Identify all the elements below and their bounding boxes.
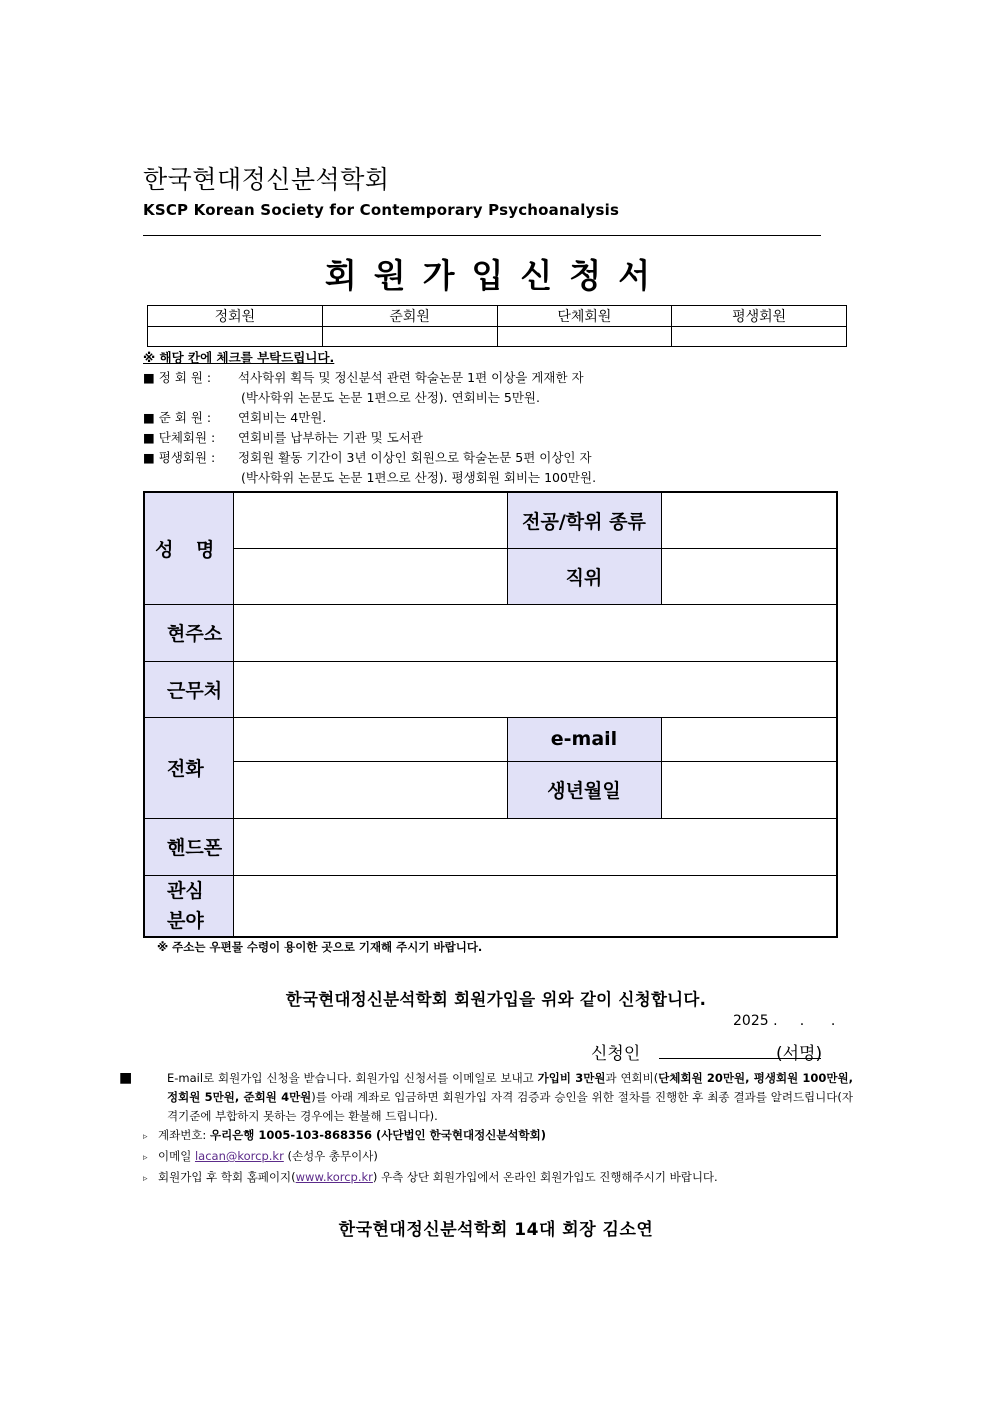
name-label-text: 성 명 <box>155 538 223 561</box>
email-contact-person: (손성우 총무이사) <box>283 1149 378 1163</box>
note-associate <box>143 408 596 428</box>
square-bullet-icon: ■ <box>119 1070 133 1086</box>
org-name: 한국현대정신분석학회 <box>143 165 390 194</box>
check-cell-regular[interactable] <box>148 327 323 347</box>
web-text: 회원가입 후 학회 홈페이지( <box>158 1170 296 1184</box>
info-email <box>143 1147 853 1168</box>
note-text: 연회비는 4만원. <box>238 410 327 425</box>
interest-label-line2: 분야 <box>167 909 204 932</box>
interest-input[interactable] <box>233 875 837 937</box>
note-label: ■ 평생회원 : <box>143 450 216 465</box>
note-label: ■ 준 회 원 : <box>143 410 212 425</box>
name-input-2[interactable] <box>233 548 507 604</box>
web-text: ) 우측 상단 회원가입에서 온라인 회원가입도 진행해주시기 바랍니다. <box>372 1170 718 1184</box>
email-link[interactable]: lacan@korcp.kr <box>194 1149 284 1163</box>
major-label: 전공/학위 종류 <box>507 492 661 548</box>
president-signature: 한국현대정신분석학회 14대 회장 김소연 <box>338 1220 654 1240</box>
mobile-input[interactable] <box>233 818 837 875</box>
member-type-lifetime: 평생회원 <box>672 306 847 327</box>
info-text: 과 연회비( <box>605 1071 659 1085</box>
membership-notes <box>143 348 596 488</box>
address-label: 현주소 <box>144 604 233 661</box>
note-text: 석사학위 획득 및 정신분석 관련 학술논문 1편 이상을 게재한 자 <box>238 370 584 385</box>
member-type-table <box>147 305 847 347</box>
email-input[interactable] <box>661 717 837 761</box>
triangle-bullet-icon: ▹ <box>143 1132 148 1142</box>
note-label: ■ 정 회 원 : <box>143 370 212 385</box>
interest-label <box>144 875 233 937</box>
note-regular-cont: (박사학위 논문도 논문 1편으로 산정). 연회비는 5만원. <box>241 390 540 405</box>
workplace-label: 근무처 <box>144 661 233 717</box>
org-english-name: KSCP Korean Society for Contemporary Psychoanalysis <box>143 201 620 219</box>
application-form-table <box>143 491 838 938</box>
triangle-bullet-icon: ▹ <box>143 1153 148 1163</box>
phone-input-2[interactable] <box>233 761 507 818</box>
website-link[interactable]: www.korcp.kr <box>295 1170 373 1184</box>
address-note: ※ 주소는 우편물 수령이 용이한 곳으로 기재해 주시기 바랍니다. <box>157 940 483 954</box>
note-text: 연회비를 납부하는 기관 및 도서관 <box>238 430 423 445</box>
birth-label: 생년월일 <box>507 761 661 818</box>
info-text: )를 아래 계좌로 입금하면 회원가입 자격 검증과 승인을 위한 절차를 진행한 후 최종 결과를 알려드립니다(자격기준에 부합하지 못하는 경우에는 환불해 드립니다). <box>167 1090 853 1123</box>
phone-input-1[interactable] <box>233 717 507 761</box>
address-input[interactable] <box>233 604 837 661</box>
phone-label: 전화 <box>144 717 233 818</box>
mobile-label: 핸드폰 <box>144 818 233 875</box>
form-title: 회원가입신청서 <box>324 256 668 295</box>
email-contact-label: 이메일 <box>158 1149 195 1163</box>
member-type-associate: 준회원 <box>322 306 497 327</box>
note-text: 정회원 활동 기간이 3년 이상인 회원으로 학술논문 5편 이상인 자 <box>238 450 592 465</box>
position-input[interactable] <box>661 548 837 604</box>
check-cell-associate[interactable] <box>322 327 497 347</box>
note-lifetime <box>143 448 596 468</box>
email-label: e-mail <box>507 717 661 761</box>
major-input[interactable] <box>661 492 837 548</box>
applicant-label: 신청인 <box>591 1044 641 1064</box>
info-website <box>143 1168 853 1189</box>
check-notice: ※ 해당 칸에 체크를 부탁드립니다. <box>143 350 335 365</box>
member-type-regular: 정회원 <box>148 306 323 327</box>
position-label: 직위 <box>507 548 661 604</box>
info-fee: 가입비 3만원 <box>537 1071 606 1085</box>
application-info <box>119 1069 853 1189</box>
info-text: E-mail로 회원가입 신청을 받습니다. 회원가입 신청서를 이메일로 보내고 <box>167 1071 538 1085</box>
account-value: 우리은행 1005-103-868356 (사단법인 한국현대정신분석학회) <box>209 1128 547 1142</box>
note-group <box>143 428 596 448</box>
check-cell-group[interactable] <box>497 327 672 347</box>
header-divider <box>143 235 821 236</box>
note-regular <box>143 368 596 388</box>
member-type-group: 단체회원 <box>497 306 672 327</box>
triangle-bullet-icon: ▹ <box>143 1174 148 1184</box>
check-cell-lifetime[interactable] <box>672 327 847 347</box>
workplace-input[interactable] <box>233 661 837 717</box>
signature-label: (서명) <box>776 1044 823 1064</box>
info-account <box>143 1126 853 1147</box>
note-lifetime-cont: (박사학위 논문도 논문 1편으로 산정). 평생회원 회비는 100만원. <box>241 470 597 485</box>
name-label <box>144 492 233 604</box>
birth-input[interactable] <box>661 761 837 818</box>
name-input-1[interactable] <box>233 492 507 548</box>
info-annual-fees: 단체회원 20만원, 평생회원 100만원, 정회원 5만원, 준회원 4만원 <box>167 1071 853 1104</box>
interest-label-line1: 관심 <box>167 879 204 902</box>
account-label: 계좌번호: <box>158 1128 210 1142</box>
application-date: 2025 . . . <box>733 1013 836 1029</box>
info-email-application <box>119 1069 853 1126</box>
note-label: ■ 단체회원 : <box>143 430 216 445</box>
apply-statement: 한국현대정신분석학회 회원가입을 위와 같이 신청합니다. <box>285 990 707 1009</box>
